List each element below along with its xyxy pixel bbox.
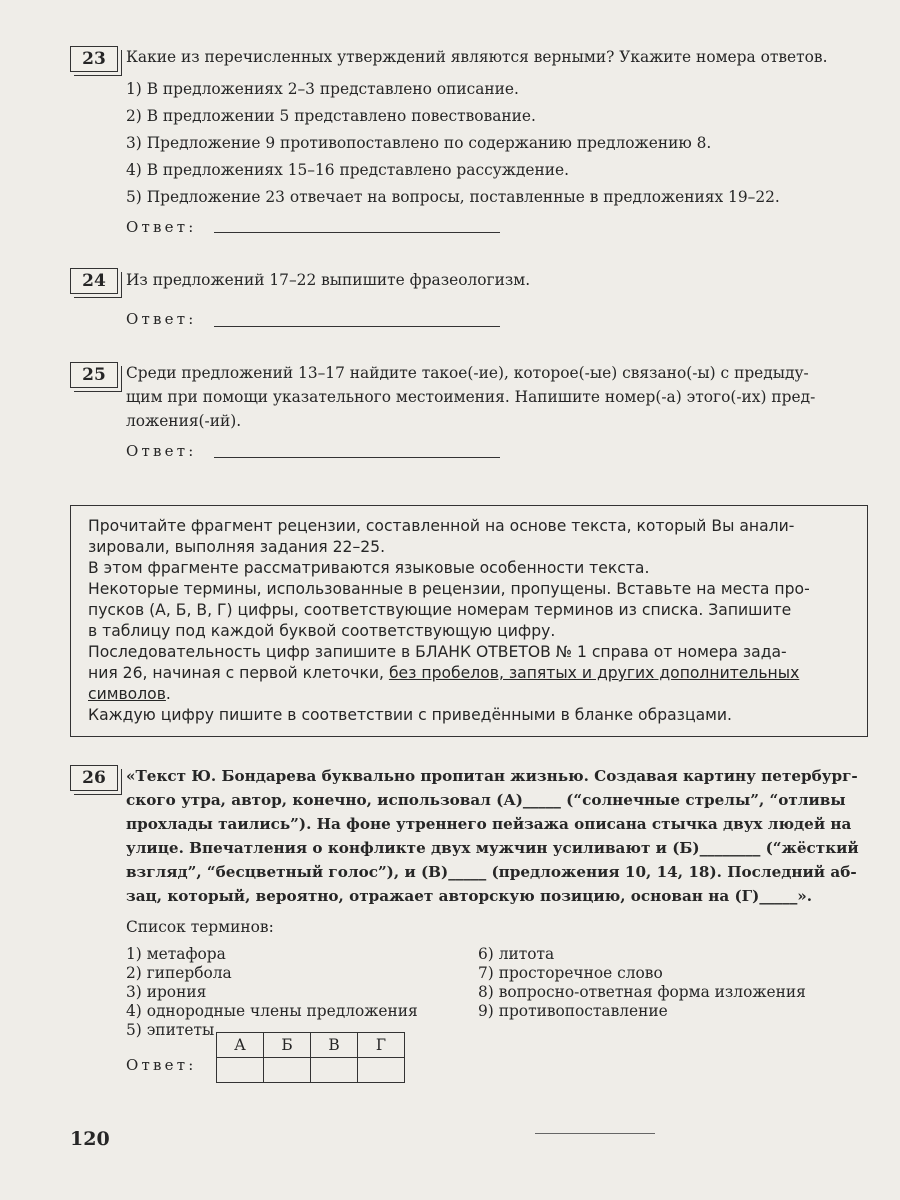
task-number-26: 26 bbox=[70, 765, 118, 791]
instructions-line-5: пусков (А, Б, В, Г) цифры, соответствующие номерам терминов из списка. Запишите bbox=[88, 601, 792, 619]
term-item: 9) противопоставление bbox=[478, 1002, 668, 1020]
term-item: 4) однородные члены предложения bbox=[126, 1002, 418, 1020]
q25-question-line-3: ложения(-ий). bbox=[126, 412, 242, 430]
answer-header-b: Б bbox=[264, 1033, 311, 1058]
term-item: 6) литота bbox=[478, 945, 555, 963]
answer-table bbox=[216, 1032, 405, 1083]
q26-text-line-3: прохлады таились”). На фоне утреннего пейзажа описана стычка двух людей на bbox=[126, 815, 852, 833]
q25-answer-label: Ответ: bbox=[126, 442, 197, 460]
q25-answer-line[interactable] bbox=[214, 457, 500, 458]
term-item: 1) метафора bbox=[126, 945, 226, 963]
task-number-25: 25 bbox=[70, 362, 118, 388]
answer-cell-a[interactable] bbox=[217, 1058, 264, 1083]
term-item: 2) гипербола bbox=[126, 964, 232, 982]
term-item: 8) вопросно-ответная форма изложения bbox=[478, 983, 806, 1001]
instructions-line-6: в таблицу под каждой буквой соответствующую цифру. bbox=[88, 622, 556, 640]
q26-text-line-5: взгляд”, “бесцветный голос”), и (В)_____ (предложения 10, 14, 18). Последний аб- bbox=[126, 863, 857, 881]
answer-cell-b[interactable] bbox=[264, 1058, 311, 1083]
term-item: 5) эпитеты bbox=[126, 1021, 215, 1039]
instructions-line-4: Некоторые термины, использованные в рецензии, пропущены. Вставьте на места про- bbox=[88, 580, 810, 598]
answer-header-g: Г bbox=[358, 1033, 405, 1058]
instructions-line-8 bbox=[88, 664, 799, 682]
page-number: 120 bbox=[70, 1128, 110, 1150]
instructions-line-2: зировали, выполняя задания 22–25. bbox=[88, 538, 386, 556]
q23-answer-label: Ответ: bbox=[126, 218, 197, 236]
instructions-line-1: Прочитайте фрагмент рецензии, составленной на основе текста, который Вы анали- bbox=[88, 517, 795, 535]
task-number-24: 24 bbox=[70, 268, 118, 294]
instructions-line-8-text: ния 26, начиная с первой клеточки, bbox=[88, 664, 389, 682]
q25-question-line-2: щим при помощи указательного местоимения. Напишите номер(-а) этого(-их) пред- bbox=[126, 388, 816, 406]
instructions-emphasis: без пробелов, запятых и других дополнительных bbox=[388, 664, 800, 682]
q26-text-line-1: «Текст Ю. Бондарева буквально пропитан жизнью. Создавая картину петербург- bbox=[126, 767, 858, 785]
q23-option-1: 1) В предложениях 2–3 представлено описание. bbox=[126, 80, 519, 98]
instructions-line-10: Каждую цифру пишите в соответствии с приведёнными в бланке образцами. bbox=[88, 706, 732, 724]
q23-question: Какие из перечисленных утверждений являются верными? Укажите номера ответов. bbox=[126, 48, 828, 66]
answer-header-a: А bbox=[217, 1033, 264, 1058]
q26-answer-label: Ответ: bbox=[126, 1056, 197, 1074]
instructions-emphasis-end: символов bbox=[88, 685, 166, 703]
task-number-23: 23 bbox=[70, 46, 118, 72]
term-item: 3) ирония bbox=[126, 983, 207, 1001]
answer-cell-v[interactable] bbox=[311, 1058, 358, 1083]
q24-question: Из предложений 17–22 выпишите фразеологизм. bbox=[126, 271, 531, 289]
instructions-line-9 bbox=[88, 685, 171, 703]
q23-option-4: 4) В предложениях 15–16 представлено рассуждение. bbox=[126, 161, 569, 179]
answer-header-v: В bbox=[311, 1033, 358, 1058]
answer-cell-g[interactable] bbox=[358, 1058, 405, 1083]
terms-title: Список терминов: bbox=[126, 918, 274, 936]
q23-answer-line[interactable] bbox=[214, 232, 500, 233]
divider bbox=[535, 1133, 655, 1134]
q26-text-line-2: ского утра, автор, конечно, использовал (А)_____ (“солнечные стрелы”, “отливы bbox=[126, 791, 846, 809]
term-item: 7) просторечное слово bbox=[478, 964, 663, 982]
q24-answer-line[interactable] bbox=[214, 326, 500, 327]
q23-option-2: 2) В предложении 5 представлено повествование. bbox=[126, 107, 536, 125]
q26-text-line-6: зац, который, вероятно, отражает авторскую позицию, основан на (Г)_____». bbox=[126, 887, 813, 905]
q23-option-3: 3) Предложение 9 противопоставлено по содержанию предложению 8. bbox=[126, 134, 712, 152]
instructions-line-7: Последовательность цифр запишите в БЛАНК ОТВЕТОВ № 1 справа от номера зада- bbox=[88, 643, 787, 661]
q26-text-line-4: улице. Впечатления о конфликте двух мужчин усиливают и (Б)________ (“жёсткий bbox=[126, 839, 859, 857]
q24-answer-label: Ответ: bbox=[126, 310, 197, 328]
instructions-line-9-tail: . bbox=[165, 685, 171, 703]
q25-question-line-1: Среди предложений 13–17 найдите такое(-ие), которое(-ые) связано(-ы) с предыду- bbox=[126, 364, 809, 382]
q23-option-5: 5) Предложение 23 отвечает на вопросы, поставленные в предложениях 19–22. bbox=[126, 188, 780, 206]
instructions-line-3: В этом фрагменте рассматриваются языковые особенности текста. bbox=[88, 559, 650, 577]
